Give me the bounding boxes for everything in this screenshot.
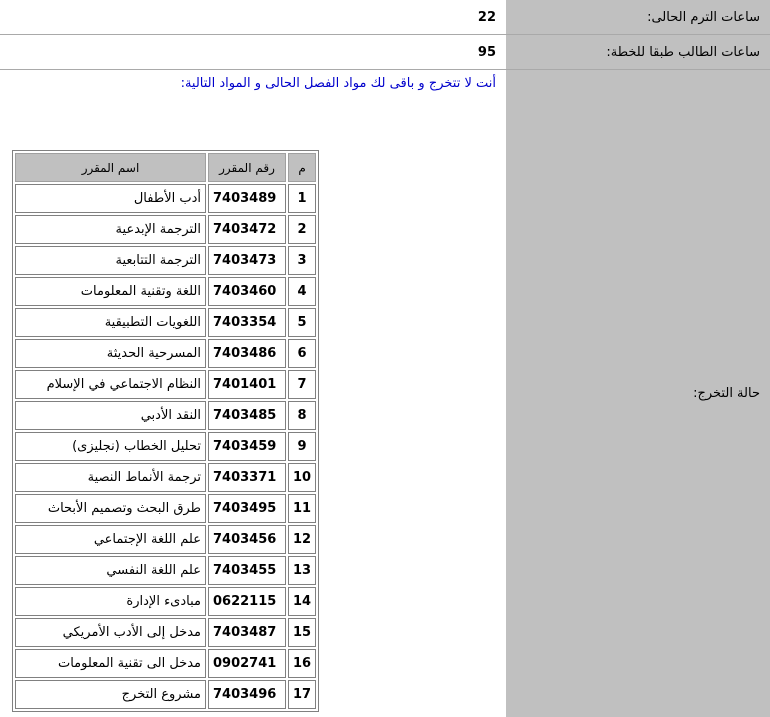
course-name: مدخل إلى الأدب الأمريكي: [15, 618, 206, 647]
course-code: 7403486: [208, 339, 286, 368]
course-code: 0902741: [208, 649, 286, 678]
course-name: مشروع التخرج: [15, 680, 206, 709]
course-code: 0622115: [208, 587, 286, 616]
table-row: [15, 339, 316, 368]
course-name: أدب الأطفال: [15, 184, 206, 213]
plan-hours-label: ساعات الطالب طبقا للخطة:: [506, 35, 770, 69]
plan-hours-value: 95: [0, 35, 503, 69]
current-hours-value: 22: [0, 0, 503, 34]
table-row: [15, 277, 316, 306]
course-code: 7403456: [208, 525, 286, 554]
course-name: اللغة وتقنية المعلومات: [15, 277, 206, 306]
course-index: 9: [288, 432, 316, 461]
course-index: 14: [288, 587, 316, 616]
table-row: [15, 370, 316, 399]
course-index: 10: [288, 463, 316, 492]
graduation-message: أنت لا تتخرج و باقى لك مواد الفصل الحالى و المواد التالية:: [180, 76, 496, 91]
course-name: طرق البحث وتصميم الأبحاث: [15, 494, 206, 523]
remaining-courses-table: [12, 150, 319, 712]
course-code: 7403485: [208, 401, 286, 430]
table-row: [15, 432, 316, 461]
course-name: علم اللغة النفسي: [15, 556, 206, 585]
current-hours-row: [0, 0, 770, 34]
table-row: [15, 246, 316, 275]
course-code: 7403473: [208, 246, 286, 275]
course-name: المسرحية الحديثة: [15, 339, 206, 368]
table-row: [15, 525, 316, 554]
course-index: 6: [288, 339, 316, 368]
course-index: 15: [288, 618, 316, 647]
course-name: علم اللغة الإجتماعي: [15, 525, 206, 554]
current-hours-label: ساعات الترم الحالى:: [506, 0, 770, 34]
course-index: 8: [288, 401, 316, 430]
course-index: 2: [288, 215, 316, 244]
course-code: 7403489: [208, 184, 286, 213]
course-code: 7403487: [208, 618, 286, 647]
course-index: 1: [288, 184, 316, 213]
course-code: 7403495: [208, 494, 286, 523]
course-name: الترجمة الإبدعية: [15, 215, 206, 244]
course-code: 7403459: [208, 432, 286, 461]
table-row: [15, 618, 316, 647]
course-index: 17: [288, 680, 316, 709]
course-name: النقد الأدبي: [15, 401, 206, 430]
course-name: النظام الاجتماعي في الإسلام: [15, 370, 206, 399]
course-index: 16: [288, 649, 316, 678]
table-row: [15, 587, 316, 616]
course-name: ترجمة الأنماط النصية: [15, 463, 206, 492]
header-code: رقم المقرر: [208, 153, 286, 182]
table-header-row: [15, 153, 316, 182]
course-code: 7403496: [208, 680, 286, 709]
course-name: اللغويات التطبيقية: [15, 308, 206, 337]
course-index: 7: [288, 370, 316, 399]
table-row: [15, 308, 316, 337]
table-row: [15, 184, 316, 213]
course-name: مدخل الى تقنية المعلومات: [15, 649, 206, 678]
course-code: 7403371: [208, 463, 286, 492]
table-row: [15, 401, 316, 430]
course-name: تحليل الخطاب (نجليزى): [15, 432, 206, 461]
course-code: 7401401: [208, 370, 286, 399]
course-index: 13: [288, 556, 316, 585]
course-index: 11: [288, 494, 316, 523]
course-index: 12: [288, 525, 316, 554]
course-code: 7403472: [208, 215, 286, 244]
header-index: م: [288, 153, 316, 182]
header-name: اسم المقرر: [15, 153, 206, 182]
table-row: [15, 494, 316, 523]
course-index: 3: [288, 246, 316, 275]
graduation-status-label: حالة التخرج:: [506, 70, 770, 717]
table-row: [15, 649, 316, 678]
course-code: 7403460: [208, 277, 286, 306]
course-name: مبادىء الإدارة: [15, 587, 206, 616]
table-row: [15, 556, 316, 585]
table-row: [15, 680, 316, 709]
course-index: 5: [288, 308, 316, 337]
course-index: 4: [288, 277, 316, 306]
plan-hours-row: [0, 35, 770, 69]
course-name: الترجمة التتابعية: [15, 246, 206, 275]
course-code: 7403354: [208, 308, 286, 337]
course-code: 7403455: [208, 556, 286, 585]
table-row: [15, 463, 316, 492]
table-row: [15, 215, 316, 244]
